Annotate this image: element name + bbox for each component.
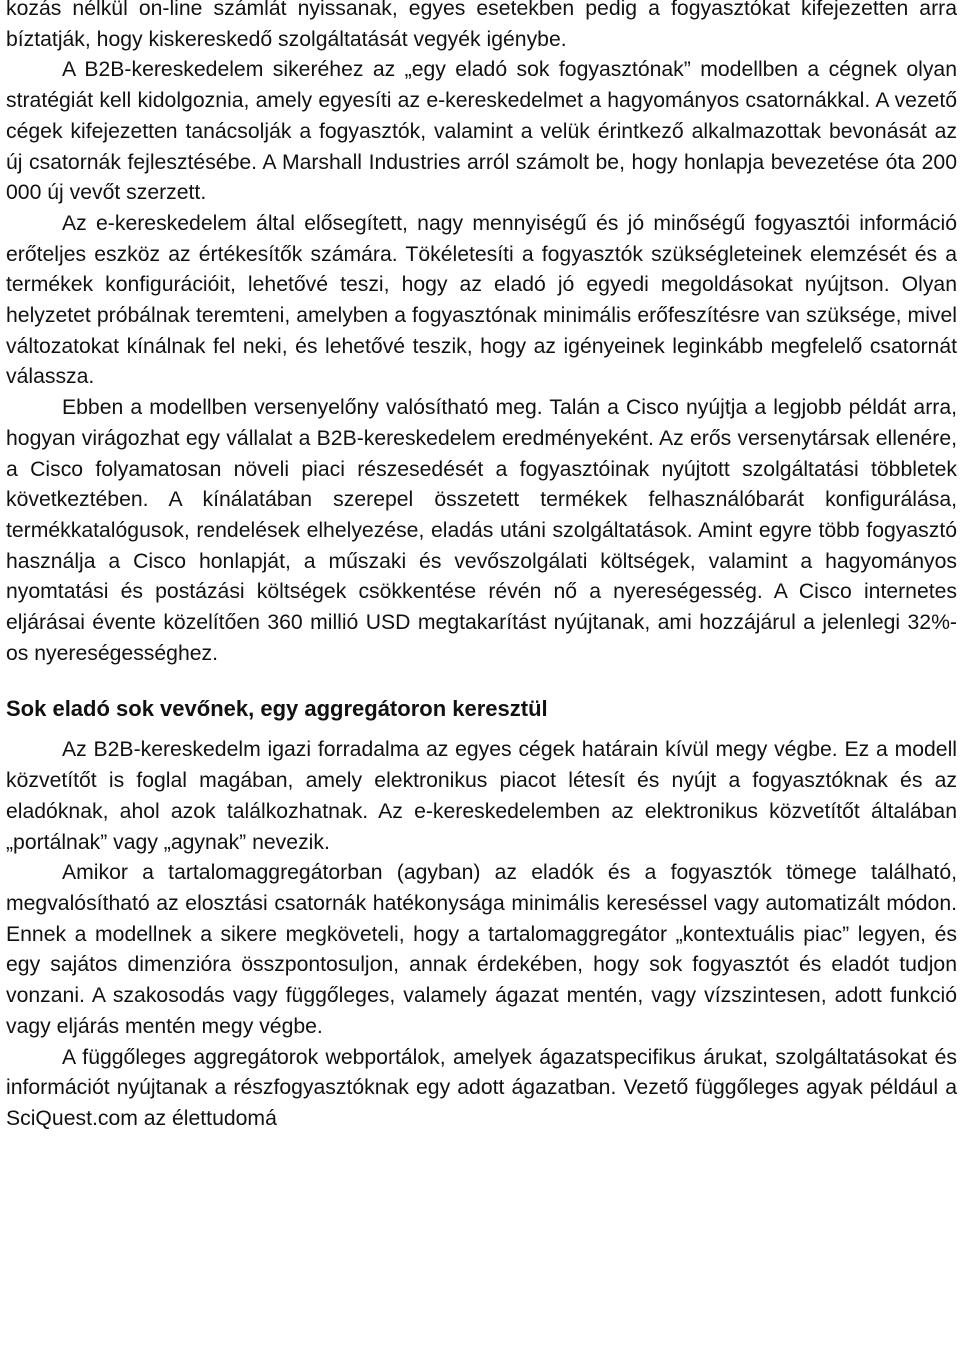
- paragraph-cisco-example: Ebben a modellben versenyelőny valósítható meg. Talán a Cisco nyújtja a legjobb példát arra, hogyan virágozhat egy vállalat a B2B-kereskedelem eredményeként. Az erős versenytársak ellenére, a Cisco folyamatosan növeli piaci részesedését a fogyasztóinak nyújtott szolgáltatási többletek következtében. A kínálatában szerepel összetett termékek felhasználóbarát konfigurálása, termékkatalógusok, rendelések elhelyezése, eladás utáni szolgáltatások. Amint egyre több fogyasztó használja a Cisco honlapját, a műszaki és vevőszolgálati költségek, valamint a hagyományos nyomtatási és postázási költségek csökkentése révén nő a nyereségesség. A Cisco internetes eljárásai évente közelítően 360 millió USD megtakarítást nyújtanak, ami hozzájárul a jelenlegi 32%-os nyereségességhez.: [6, 396, 957, 665]
- paragraph-b2b-strategy: A B2B-kereskedelem sikeréhez az „egy eladó sok fogyasztónak” modellben a cégnek olyan stratégiát kell kidolgoznia, amely egyesíti az e-kereskedelmet a hagyományos csatornákkal. A vezető cégek kifejezetten tanácsolják a fogyasztók, valamint a velük érintkező alkalmazottak bevonását az új csatornák fejlesztésébe. A Marshall Industries arról számolt be, hogy honlapja bevezetése óta 200 000 új vevőt szerzett.: [6, 58, 957, 205]
- paragraph-continued: kozás nélkül on-line számlát nyissanak, egyes esetekben pedig a fogyasztókat kifejezetten arra bíztatják, hogy kiskereskedő szolgáltatását vegyék igénybe.: [6, 0, 957, 51]
- paragraph-customer-information: Az e-kereskedelem által elősegített, nagy mennyiségű és jó minőségű fogyasztói információ erőteljes eszköz az értékesítők számára. Tökéletesíti a fogyasztók szükségleteinek elemzését és a termékek konfigurációit, lehetővé teszi, hogy az eladó jó egyedi megoldásokat nyújtson. Olyan helyzetet próbálnak teremteni, amelyben a fogyasztónak minimális erőfeszítésre van szüksége, mivel változatokat kínálnak fel neki, és lehetővé teszik, hogy az igényeinek leginkább megfelelő csatornát válassza.: [6, 211, 957, 389]
- paragraph-content-aggregator: Amikor a tartalomaggregátorban (agyban) az eladók és a fogyasztók tömege található, megvalósítható az elosztási csatornák hatékonysága minimális kereséssel vagy automatizált módon. Ennek a modellnek a sikere megköveteli, hogy a tartalomaggregátor „kontextuális piac” legyen, és egy sajátos dimenzióra összpontosuljon, annak érdekében, hogy sok fogyasztót és eladót tudjon vonzani. A szakosodás vagy függőleges, valamely ágazat mentén, vagy vízszintesen, adott funkció vagy eljárás mentén megy végbe.: [6, 861, 957, 1038]
- section-heading: Sok eladó sok vevőnek, egy aggregátoron keresztül: [6, 696, 548, 722]
- paragraph-vertical-aggregators: A függőleges aggregátorok webportálok, amelyek ágazatspecifikus árukat, szolgáltatásokat és információt nyújtanak a részfogyasztóknak egy adott ágazatban. Vezető függőleges agyak például a SciQuest.com az élettudomá: [6, 1045, 957, 1130]
- paragraph-b2b-revolution: Az B2B-kereskedelm igazi forradalma az egyes cégek határain kívül megy végbe. Ez a modell közvetítőt is foglal magában, amely elektronikus piacot létesít és nyújt a fogyasztóknak és az eladóknak, ahol azok találkozhatnak. Az e-kereskedelemben az elektronikus közvetítőt általában „portálnak” vagy „agynak” nevezik.: [6, 738, 957, 854]
